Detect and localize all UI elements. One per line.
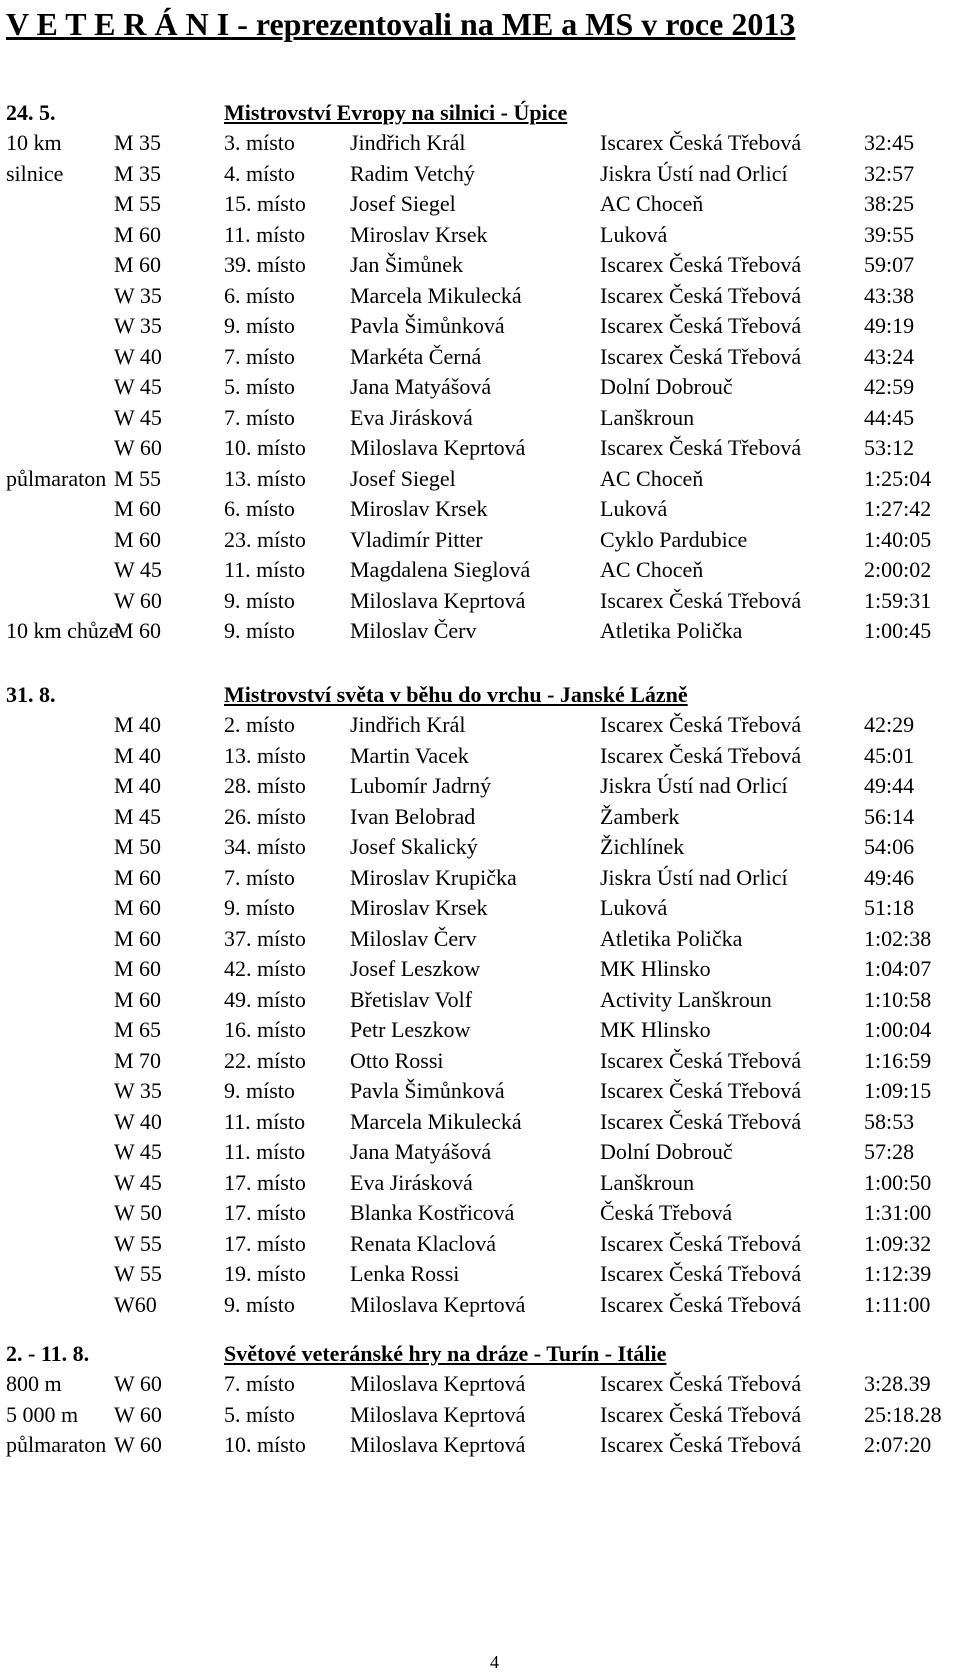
club: Jiskra Ústí nad Orlicí [600,773,788,798]
club: Dolní Dobrouč [600,1139,733,1164]
club: Cyklo Pardubice [600,526,748,552]
athlete-name: Jan Šimůnek [350,252,464,277]
placement: 7. místo [224,343,295,369]
placement: 9. místo [224,1078,295,1103]
category: W 55 [114,1261,162,1286]
category: M 60 [114,986,162,1012]
section-event-title: Mistrovství světa v běhu do vrchu - Janské Lázně [224,682,688,707]
category: M 60 [114,526,162,552]
table-row [0,893,960,924]
athlete-name: Miroslav Krsek [350,221,488,247]
club: Iscarex Česká Třebová [600,435,802,460]
table-row [0,802,960,833]
placement: 39. místo [224,252,306,277]
result-time: 1:09:15 [864,1078,932,1103]
table-row [0,1369,960,1400]
placement: 17. místo [224,1230,306,1256]
club: Iscarex Česká Třebová [600,1078,802,1103]
athlete-name: Miroslav Krsek [350,895,488,920]
table-row [0,1168,960,1199]
result-time: 49:19 [864,313,915,338]
club: Iscarex Česká Třebová [600,1261,802,1286]
section-event-title: Mistrovství Evropy na silnici - Úpice [224,100,568,125]
category: W 60 [114,587,162,613]
club: MK Hlinsko [600,1017,711,1042]
result-time: 1:31:00 [864,1200,932,1225]
category: W 35 [114,313,162,338]
table-row [0,1229,960,1260]
athlete-name: Miroslav Krsek [350,496,488,521]
athlete-name: Lenka Rossi [350,1261,460,1286]
category: M 35 [114,160,162,186]
club: Žamberk [600,803,680,829]
section-world-track [0,1339,960,1461]
section-header [0,98,960,128]
athlete-name: Miloslava Keprtová [350,435,526,460]
category: M 60 [114,895,162,920]
result-time: 49:44 [864,773,915,798]
club: Iscarex Česká Třebová [600,1401,802,1427]
athlete-name: Jana Matyášová [350,374,492,399]
placement: 10. místo [224,435,306,460]
athlete-name: Otto Rossi [350,1047,444,1073]
placement: 15. místo [224,191,306,216]
results-list [0,128,960,647]
category: M 60 [114,618,162,643]
placement: 11. místo [224,1139,306,1164]
athlete-name: Břetislav Volf [350,986,473,1012]
table-row [0,159,960,190]
table-row [0,342,960,373]
result-time: 32:57 [864,160,915,186]
table-row [0,616,960,647]
club: Iscarex Česká Třebová [600,1108,802,1134]
placement: 49. místo [224,986,306,1012]
table-row [0,311,960,342]
table-row [0,433,960,464]
category: M 45 [114,803,162,829]
athlete-name: Ivan Belobrad [350,803,476,829]
club: Česká Třebová [600,1200,733,1225]
table-row [0,586,960,617]
athlete-name: Miloslava Keprtová [350,1371,526,1396]
club: Iscarex Česká Třebová [600,282,802,308]
table-row [0,1076,960,1107]
club: Iscarex Česká Třebová [600,1230,802,1256]
table-row [0,1198,960,1229]
section-event-title: Světové veteránské hry na dráze - Turín - Itálie [224,1341,667,1366]
athlete-name: Miloslava Keprtová [350,1432,526,1457]
table-row [0,1259,960,1290]
placement: 37. místo [224,925,306,951]
athlete-name: Renata Klaclová [350,1230,496,1256]
section-europe-road [0,98,960,647]
result-time: 45:01 [864,742,915,768]
table-row [0,832,960,863]
table-row [0,372,960,403]
placement: 9. místo [224,313,295,338]
club: Dolní Dobrouč [600,374,733,399]
result-time: 49:46 [864,864,915,890]
result-time: 54:06 [864,834,915,859]
category: M 70 [114,1047,162,1073]
placement: 11. místo [224,557,306,582]
discipline: 800 m [6,1371,62,1396]
category: W 45 [114,557,162,582]
placement: 9. místo [224,1291,295,1317]
result-time: 42:59 [864,374,915,399]
athlete-name: Miloslav Červ [350,925,477,951]
club: Luková [600,221,668,247]
category: M 50 [114,834,162,859]
table-row [0,1137,960,1168]
club: Lanškroun [600,1169,695,1195]
category: M 60 [114,956,162,981]
club: Luková [600,496,668,521]
table-row [0,1046,960,1077]
placement: 7. místo [224,864,295,890]
result-time: 38:25 [864,191,915,216]
club: Iscarex Česká Třebová [600,343,802,369]
placement: 13. místo [224,742,306,768]
category: M 60 [114,864,162,890]
result-time: 43:38 [864,282,915,308]
table-row [0,1400,960,1431]
athlete-name: Marcela Mikulecká [350,1108,522,1134]
result-time: 39:55 [864,221,915,247]
result-time: 1:04:07 [864,956,932,981]
athlete-name: Vladimír Pitter [350,526,483,552]
section-date: 31. 8. [6,682,56,707]
placement: 16. místo [224,1017,306,1042]
section-header [0,680,960,710]
club: Žichlínek [600,834,685,859]
table-row [0,250,960,281]
club: Iscarex Česká Třebová [600,252,802,277]
table-row [0,985,960,1016]
discipline: půlmaraton [6,1432,107,1457]
result-time: 1:40:05 [864,526,932,552]
result-time: 1:12:39 [864,1261,932,1286]
placement: 17. místo [224,1169,306,1195]
club: AC Choceň [600,557,704,582]
table-row [0,555,960,586]
result-time: 2:07:20 [864,1432,932,1457]
athlete-name: Eva Jirásková [350,404,473,430]
placement: 34. místo [224,834,306,859]
placement: 3. místo [224,130,295,155]
athlete-name: Miloslava Keprtová [350,1401,526,1427]
result-time: 51:18 [864,895,915,920]
athlete-name: Marcela Mikulecká [350,282,522,308]
club: Iscarex Česká Třebová [600,1371,802,1396]
placement: 10. místo [224,1432,306,1457]
result-time: 42:29 [864,712,915,737]
category: W 35 [114,282,162,308]
placement: 7. místo [224,1371,295,1396]
category: M 65 [114,1017,162,1042]
table-row [0,403,960,434]
category: W 40 [114,343,162,369]
club: Iscarex Česká Třebová [600,1432,802,1457]
result-time: 1:16:59 [864,1047,932,1073]
result-time: 1:00:50 [864,1169,932,1195]
table-row [0,710,960,741]
discipline: 10 km [6,130,62,155]
table-row [0,464,960,495]
placement: 42. místo [224,956,306,981]
placement: 23. místo [224,526,306,552]
result-time: 2:00:02 [864,557,932,582]
category: M 40 [114,742,162,768]
table-row [0,1015,960,1046]
placement: 26. místo [224,803,306,829]
club: Atletika Polička [600,618,743,643]
result-time: 1:02:38 [864,925,932,951]
table-row [0,189,960,220]
category: W 40 [114,1108,162,1134]
table-row [0,741,960,772]
category: W 60 [114,1432,162,1457]
section-header [0,1339,960,1369]
category: M 55 [114,465,162,491]
table-row [0,924,960,955]
category: W 60 [114,1371,162,1396]
placement: 6. místo [224,282,295,308]
result-time: 56:14 [864,803,915,829]
category: M 60 [114,221,162,247]
athlete-name: Josef Siegel [350,465,456,491]
category: W 45 [114,404,162,430]
table-row [0,1107,960,1138]
results-list [0,1369,960,1461]
discipline: silnice [6,160,64,186]
section-date: 2. - 11. 8. [6,1341,90,1366]
club: Activity Lanškroun [600,986,772,1012]
club: Atletika Polička [600,925,743,951]
placement: 4. místo [224,160,295,186]
category: W 60 [114,1401,162,1427]
table-row [0,525,960,556]
placement: 28. místo [224,773,306,798]
athlete-name: Martin Vacek [350,742,469,768]
category: M 40 [114,773,162,798]
result-time: 44:45 [864,404,915,430]
result-time: 1:00:04 [864,1017,932,1042]
result-time: 1:11:00 [864,1291,931,1317]
club: Iscarex Česká Třebová [600,587,802,613]
table-row [0,954,960,985]
club: Iscarex Česká Třebová [600,130,802,155]
result-time: 57:28 [864,1139,915,1164]
result-time: 59:07 [864,252,915,277]
table-row [0,128,960,159]
placement: 7. místo [224,404,295,430]
category: W60 [114,1291,157,1317]
table-row [0,863,960,894]
club: AC Choceň [600,191,704,216]
athlete-name: Jana Matyášová [350,1139,492,1164]
discipline: 5 000 m [6,1401,79,1427]
club: MK Hlinsko [600,956,711,981]
table-row [0,1290,960,1321]
category: W 45 [114,1139,162,1164]
result-time: 1:10:58 [864,986,932,1012]
club: Iscarex Česká Třebová [600,1047,802,1073]
section-date: 24. 5. [6,100,56,125]
discipline: 10 km chůze [6,618,119,643]
athlete-name: Pavla Šimůnková [350,313,505,338]
category: M 60 [114,925,162,951]
section-world-mountain [0,680,960,1320]
page-title: V E T E R Á N I - reprezentovali na ME a MS v roce 2013 [6,6,796,42]
table-row [0,494,960,525]
category: W 60 [114,435,162,460]
page-number: 4 [490,1652,499,1672]
category: M 60 [114,496,162,521]
athlete-name: Josef Skalický [350,834,478,859]
table-row [0,281,960,312]
club: Jiskra Ústí nad Orlicí [600,160,788,186]
category: M 60 [114,252,162,277]
category: W 35 [114,1078,162,1103]
result-time: 1:00:45 [864,618,932,643]
club: Iscarex Česká Třebová [600,742,802,768]
result-time: 43:24 [864,343,915,369]
club: Iscarex Česká Třebová [600,313,802,338]
category: W 45 [114,374,162,399]
athlete-name: Eva Jirásková [350,1169,473,1195]
placement: 19. místo [224,1261,306,1286]
athlete-name: Josef Siegel [350,191,456,216]
placement: 9. místo [224,618,295,643]
athlete-name: Markéta Černá [350,343,482,369]
category: M 35 [114,130,162,155]
placement: 17. místo [224,1200,306,1225]
athlete-name: Jindřich Král [350,130,466,155]
result-time: 25:18.28 [864,1401,942,1427]
athlete-name: Josef Leszkow [350,956,481,981]
placement: 5. místo [224,1401,295,1427]
result-time: 1:27:42 [864,496,932,521]
result-time: 58:53 [864,1108,915,1134]
athlete-name: Miloslava Keprtová [350,587,526,613]
results-list [0,710,960,1320]
athlete-name: Blanka Kostřicová [350,1200,515,1225]
result-time: 1:09:32 [864,1230,932,1256]
result-time: 32:45 [864,130,915,155]
result-time: 53:12 [864,435,915,460]
result-time: 3:28.39 [864,1371,931,1396]
placement: 9. místo [224,895,295,920]
result-time: 1:59:31 [864,587,932,613]
placement: 11. místo [224,1108,306,1134]
placement: 22. místo [224,1047,306,1073]
discipline: půlmaraton [6,465,107,491]
athlete-name: Miloslava Keprtová [350,1291,526,1317]
club: Jiskra Ústí nad Orlicí [600,864,788,890]
club: Iscarex Česká Třebová [600,1291,802,1317]
club: Luková [600,895,668,920]
category: W 45 [114,1169,162,1195]
club: Iscarex Česká Třebová [600,712,802,737]
category: W 50 [114,1200,162,1225]
table-row [0,220,960,251]
athlete-name: Magdalena Sieglová [350,557,531,582]
table-row [0,771,960,802]
category: W 55 [114,1230,162,1256]
result-time: 1:25:04 [864,465,932,491]
club: Lanškroun [600,404,695,430]
placement: 2. místo [224,712,295,737]
placement: 9. místo [224,587,295,613]
placement: 11. místo [224,221,306,247]
category: M 40 [114,712,162,737]
placement: 6. místo [224,496,295,521]
club: AC Choceň [600,465,704,491]
placement: 5. místo [224,374,295,399]
athlete-name: Miroslav Krupička [350,864,517,890]
athlete-name: Lubomír Jadrný [350,773,492,798]
category: M 55 [114,191,162,216]
placement: 13. místo [224,465,306,491]
athlete-name: Jindřich Král [350,712,466,737]
athlete-name: Petr Leszkow [350,1017,471,1042]
athlete-name: Miloslav Červ [350,618,477,643]
table-row [0,1430,960,1461]
athlete-name: Pavla Šimůnková [350,1078,505,1103]
athlete-name: Radim Vetchý [350,160,475,186]
